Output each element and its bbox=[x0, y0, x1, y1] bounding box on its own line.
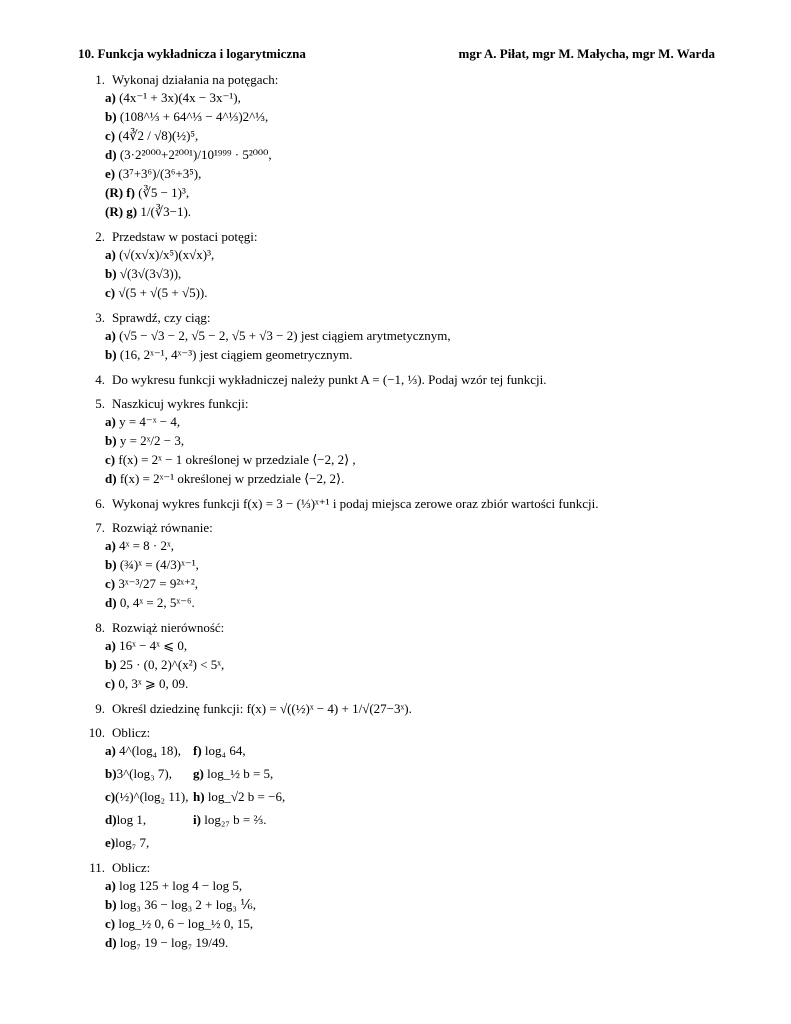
item-label: b) bbox=[105, 766, 117, 781]
problem-number: 11. bbox=[89, 860, 105, 875]
problem-5 bbox=[84, 396, 731, 488]
problem-title: Oblicz: bbox=[112, 860, 151, 875]
item-expression: (108^⅓ + 64^⅓ − 4^⅓)2^⅓, bbox=[119, 109, 269, 124]
item-label: b) bbox=[105, 266, 117, 281]
item-expression: 16ˣ − 4ˣ ⩽ 0, bbox=[119, 638, 188, 653]
problem-item bbox=[105, 345, 731, 364]
item-expression: (√(x√x)/x⁵)(x√x)³, bbox=[119, 247, 215, 262]
problem-item bbox=[105, 741, 193, 760]
item-label: a) bbox=[105, 328, 116, 343]
problem-item bbox=[105, 933, 731, 952]
item-expression: f(x) = 2ˣ − 1 określonej w przedziale ⟨−2, 2⟩ , bbox=[118, 452, 356, 467]
problem-item bbox=[105, 536, 731, 555]
problem-title: Określ dziedzinę funkcji: f(x) = √((½)ˣ − 4) + 1/√(27−3ˣ). bbox=[112, 701, 412, 716]
item-label: d) bbox=[105, 935, 117, 950]
problem-item bbox=[105, 593, 731, 612]
item-expression: (3⁷+3⁶)/(3⁶+3⁵), bbox=[118, 166, 202, 181]
item-label: d) bbox=[105, 147, 117, 162]
item-label: g) bbox=[193, 766, 204, 781]
problem-item bbox=[105, 764, 193, 783]
item-label: b) bbox=[105, 109, 117, 124]
problem-title: Wykonaj działania na potęgach: bbox=[112, 72, 279, 87]
problem-number: 6. bbox=[95, 496, 105, 511]
problem-item bbox=[105, 636, 731, 655]
item-expression: log₇ 19 − log₇ 19/49. bbox=[119, 935, 229, 950]
problem-item bbox=[105, 895, 731, 914]
problem-item-empty bbox=[193, 833, 353, 852]
item-label: c) bbox=[105, 676, 116, 691]
item-label: c) bbox=[105, 789, 116, 804]
problem-item bbox=[105, 88, 731, 107]
problem-item bbox=[105, 555, 731, 574]
item-expression: (16, 2ˣ⁻¹, 4ˣ⁻³) jest ciągiem geometrycznym. bbox=[119, 347, 353, 362]
item-expression: log₄ 64, bbox=[204, 743, 246, 758]
problem-title: Rozwiąż równanie: bbox=[112, 520, 213, 535]
problem-list bbox=[84, 72, 731, 960]
problem-8 bbox=[84, 620, 731, 693]
item-label: d) bbox=[105, 595, 117, 610]
item-label: c) bbox=[105, 452, 116, 467]
problem-title: Rozwiąż nierówność: bbox=[112, 620, 225, 635]
problem-10 bbox=[84, 725, 731, 852]
problem-number: 2. bbox=[95, 229, 105, 244]
problem-number: 3. bbox=[95, 310, 105, 325]
item-expression: log_½ b = 5, bbox=[207, 766, 274, 781]
item-label: c) bbox=[105, 916, 116, 931]
item-expression: 4ˣ = 8 · 2ˣ, bbox=[119, 538, 175, 553]
item-expression: (∛5 − 1)³, bbox=[138, 185, 190, 200]
item-label: b) bbox=[105, 657, 117, 672]
problem-title: Sprawdź, czy ciąg: bbox=[112, 310, 211, 325]
problem-number: 4. bbox=[95, 372, 105, 387]
problem-number: 1. bbox=[95, 72, 105, 87]
problem-item bbox=[105, 431, 731, 450]
header-authors: mgr A. Piłat, mgr M. Małycha, mgr M. Warda bbox=[458, 46, 715, 61]
problem-item bbox=[105, 469, 731, 488]
item-expression: √(5 + √(5 + √5)). bbox=[118, 285, 208, 300]
problem-item bbox=[105, 283, 731, 302]
problem-3 bbox=[84, 310, 731, 364]
problem-item bbox=[193, 764, 353, 783]
item-expression: (3·2²⁰⁰⁰+2²⁰⁰¹)/10¹⁹⁹⁹ · 5²⁰⁰⁰, bbox=[119, 147, 272, 162]
item-expression: (4∛2 / √8)(½)⁵, bbox=[118, 128, 199, 143]
item-expression: 0, 4ˣ = 2, 5ˣ⁻⁶. bbox=[119, 595, 195, 610]
problem-title: Przedstaw w postaci potęgi: bbox=[112, 229, 258, 244]
item-label: a) bbox=[105, 414, 116, 429]
item-label: b) bbox=[105, 433, 117, 448]
item-expression: log 1, bbox=[116, 812, 147, 827]
problem-item bbox=[105, 245, 731, 264]
problem-title: Do wykresu funkcji wykładniczej należy punkt A = (−1, ⅓). Podaj wzór tej funkcji. bbox=[112, 372, 547, 387]
problem-item bbox=[105, 674, 731, 693]
item-expression: (½)^(log₂ 11), bbox=[115, 789, 189, 804]
problem-item bbox=[105, 876, 731, 895]
problem-6 bbox=[84, 496, 731, 512]
problem-item bbox=[193, 787, 353, 806]
problem-number: 5. bbox=[95, 396, 105, 411]
problem-item bbox=[105, 833, 193, 852]
item-label: a) bbox=[105, 878, 116, 893]
item-label: c) bbox=[105, 576, 116, 591]
item-label: i) bbox=[193, 812, 201, 827]
item-expression: 1/(∛3−1). bbox=[140, 204, 192, 219]
item-label: (R) f) bbox=[105, 185, 135, 200]
item-label: c) bbox=[105, 128, 116, 143]
page-header bbox=[78, 46, 715, 62]
item-expression: 4^(log₄ 18), bbox=[119, 743, 181, 758]
header-title: 10. Funkcja wykładnicza i logarytmiczna bbox=[78, 46, 306, 61]
item-label: a) bbox=[105, 638, 116, 653]
item-expression: 25 · (0, 2)^(x²) < 5ˣ, bbox=[119, 657, 225, 672]
item-expression: 3ˣ⁻³/27 = 9²ˣ⁺², bbox=[118, 576, 198, 591]
item-expression: (4x⁻¹ + 3x)(4x − 3x⁻¹), bbox=[119, 90, 241, 105]
problem-item bbox=[105, 574, 731, 593]
problem-item bbox=[105, 450, 731, 469]
problem-title: Wykonaj wykres funkcji f(x) = 3 − (⅓)ˣ⁺¹ i podaj miejsca zerowe oraz zbiór wartości funkcji. bbox=[112, 496, 599, 511]
problem-7 bbox=[84, 520, 731, 612]
problem-item bbox=[105, 202, 731, 221]
problem-2 bbox=[84, 229, 731, 302]
problem-item bbox=[105, 145, 731, 164]
problem-9 bbox=[84, 701, 731, 717]
problem-item bbox=[105, 412, 731, 431]
item-expression: y = 4⁻ˣ − 4, bbox=[119, 414, 181, 429]
problem-item bbox=[105, 810, 193, 829]
problem-item bbox=[105, 183, 731, 202]
item-expression: √(3√(3√3)), bbox=[119, 266, 182, 281]
problem-title: Naszkicuj wykres funkcji: bbox=[112, 396, 249, 411]
item-expression: log_√2 b = −6, bbox=[207, 789, 286, 804]
item-label: a) bbox=[105, 90, 116, 105]
problem-number: 9. bbox=[95, 701, 105, 716]
item-expression: log_½ 0, 6 − log_½ 0, 15, bbox=[118, 916, 254, 931]
item-expression: (¾)ˣ = (4/3)ˣ⁻¹, bbox=[119, 557, 199, 572]
problem-4 bbox=[84, 372, 731, 388]
problem-item bbox=[193, 741, 353, 760]
item-label: b) bbox=[105, 557, 117, 572]
item-expression: log₂₇ b = ⅔. bbox=[204, 812, 267, 827]
item-expression: (√5 − √3 − 2, √5 − 2, √5 + √3 − 2) jest ciągiem arytmetycznym, bbox=[119, 328, 451, 343]
problem-item bbox=[105, 164, 731, 183]
item-label: (R) g) bbox=[105, 204, 138, 219]
item-label: f) bbox=[193, 743, 202, 758]
problem-number: 10. bbox=[88, 725, 105, 740]
item-label: e) bbox=[105, 835, 116, 850]
problem-1 bbox=[84, 72, 731, 221]
item-expression: log₃ 36 − log₃ 2 + log₃ ⅙, bbox=[119, 897, 257, 912]
item-label: a) bbox=[105, 743, 116, 758]
item-expression: log 125 + log 4 − log 5, bbox=[119, 878, 243, 893]
item-label: b) bbox=[105, 897, 117, 912]
problem-11 bbox=[84, 860, 731, 952]
problem-item bbox=[105, 264, 731, 283]
item-expression: y = 2ˣ/2 − 3, bbox=[119, 433, 185, 448]
item-expression: f(x) = 2ˣ⁻¹ określonej w przedziale ⟨−2, 2⟩. bbox=[119, 471, 345, 486]
item-label: d) bbox=[105, 812, 117, 827]
problem-item bbox=[105, 126, 731, 145]
item-expression: 0, 3ˣ ⩾ 0, 09. bbox=[118, 676, 189, 691]
item-label: d) bbox=[105, 471, 117, 486]
item-expression: log₇ 7, bbox=[115, 835, 150, 850]
item-label: a) bbox=[105, 247, 116, 262]
item-label: a) bbox=[105, 538, 116, 553]
item-expression: 3^(log₃ 7), bbox=[116, 766, 172, 781]
problem-number: 7. bbox=[95, 520, 105, 535]
item-label: h) bbox=[193, 789, 205, 804]
problem-title: Oblicz: bbox=[112, 725, 151, 740]
problem-10-grid bbox=[105, 741, 731, 852]
problem-item bbox=[193, 810, 353, 829]
problem-item bbox=[105, 107, 731, 126]
problem-number: 8. bbox=[95, 620, 105, 635]
item-label: b) bbox=[105, 347, 117, 362]
problem-item bbox=[105, 787, 193, 806]
item-label: e) bbox=[105, 166, 116, 181]
problem-item bbox=[105, 914, 731, 933]
item-label: c) bbox=[105, 285, 116, 300]
problem-item bbox=[105, 655, 731, 674]
problem-item bbox=[105, 326, 731, 345]
